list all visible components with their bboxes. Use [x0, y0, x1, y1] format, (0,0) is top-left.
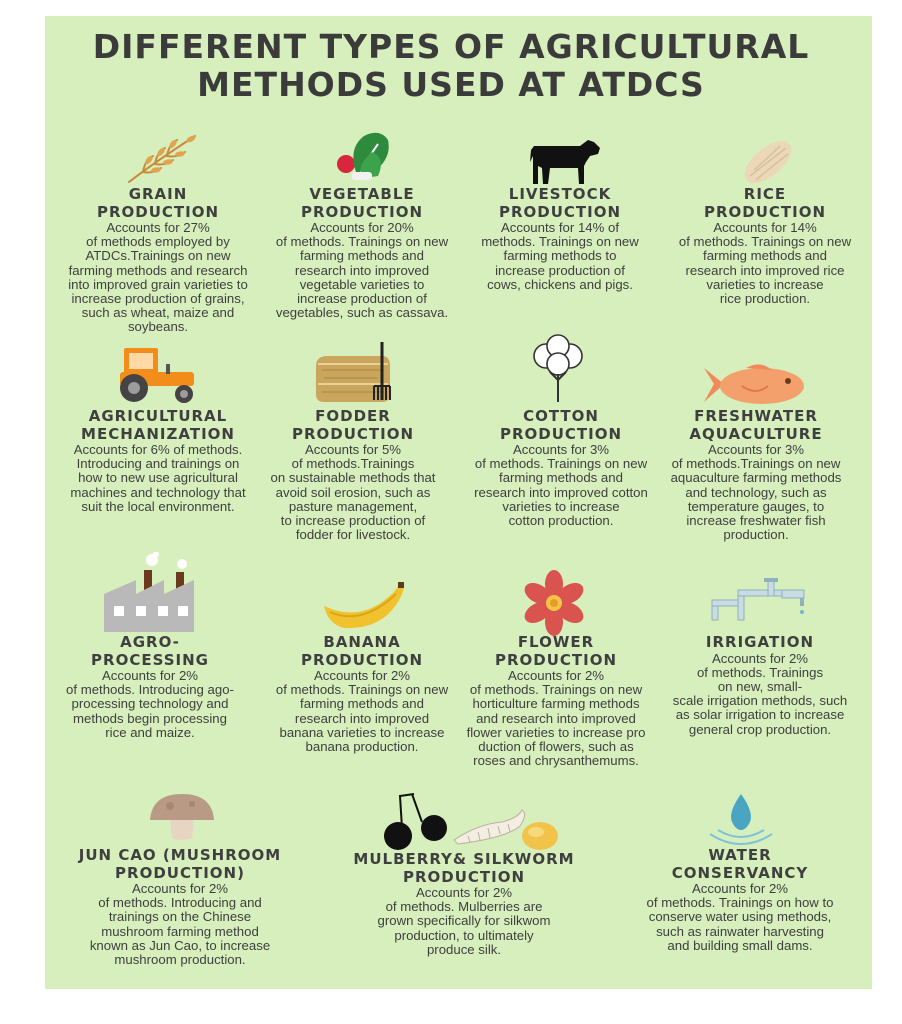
flower-icon	[520, 570, 588, 636]
description-line: as solar irrigation to increase	[675, 707, 845, 723]
description-line: of methods. Trainings on new	[275, 682, 449, 698]
description-line: Accounts for 2%	[415, 885, 513, 900]
mushroom-icon	[148, 792, 216, 842]
item-heading: PRODUCTION	[291, 424, 415, 443]
description-line: Accounts for 6% of methods.	[73, 442, 243, 457]
item-heading: PRODUCTION	[300, 202, 424, 221]
description-line: and building small dams.	[667, 937, 813, 953]
description-line: of methods.Trainings	[291, 456, 415, 472]
description-line: machines and technology that	[70, 484, 246, 500]
description-line: farming methods to	[503, 248, 617, 264]
item-heading: RICE	[743, 185, 787, 203]
description-line: of methods. Trainings on how to	[646, 895, 834, 911]
description-line: varieties to increase	[706, 276, 824, 292]
description-line: Accounts for 27%	[106, 220, 210, 235]
item-heading: PRODUCTION	[498, 202, 622, 221]
item-heading: FLOWER	[517, 633, 595, 651]
item-heading: IRRIGATION	[705, 633, 815, 651]
description-line: Accounts for 2%	[711, 650, 809, 666]
description-line: Accounts for 2%	[691, 881, 789, 896]
description-line: increase production of grains,	[71, 291, 245, 307]
item-heading: FRESHWATER	[694, 407, 818, 425]
title-line-1: DIFFERENT TYPES OF AGRICULTURAL	[92, 27, 810, 66]
item-heading: PRODUCTION	[499, 424, 623, 443]
description-line: of methods employed by	[86, 234, 230, 250]
description-line: soybeans.	[127, 319, 189, 335]
description-line: farming methods and	[703, 248, 827, 264]
description-line: increase production of	[297, 291, 427, 307]
description-line: and research into improved	[476, 710, 636, 726]
description-line: conserve water using methods,	[648, 909, 832, 925]
description-line: trainings on the Chinese	[108, 909, 252, 925]
description-line: of methods. Mulberries are	[385, 899, 543, 915]
item-heading: FODDER	[315, 407, 391, 425]
item-heading: AGRICULTURAL	[88, 407, 228, 425]
description-line: vegetable varieties to	[299, 276, 425, 292]
item-heading: CONSERVANCY	[671, 863, 809, 882]
description-line: research into improved	[294, 710, 430, 726]
description-line: produce silk.	[426, 941, 502, 957]
description-line: avoid soil erosion, such as	[275, 484, 431, 500]
item-heading: AGRO-	[120, 633, 180, 651]
description-line: Accounts for 20%	[310, 220, 414, 235]
description-line: Accounts for 2%	[313, 668, 411, 683]
description-line: of methods. Introducing ago-	[66, 682, 234, 698]
item-heading: PRODUCTION	[494, 650, 618, 669]
vegetables-icon	[334, 128, 394, 183]
description-line: of methods. Trainings on new	[474, 456, 648, 472]
item-heading: PRODUCTION	[300, 650, 424, 669]
item-heading: PROCESSING	[91, 650, 209, 669]
description-line: suit the local environment.	[81, 498, 235, 514]
item-heading: PRODUCTION	[96, 202, 220, 221]
banana-icon	[322, 582, 406, 634]
page-title	[0, 28, 902, 104]
description-line: production.	[723, 527, 789, 543]
description-line: of methods. Trainings on new	[469, 682, 643, 698]
fish-icon	[702, 362, 806, 410]
hay-bale-icon	[312, 340, 398, 404]
description-line: roses and chrysanthemums.	[473, 753, 639, 769]
description-line: Accounts for 2%	[507, 668, 605, 683]
description-line: on sustainable methods that	[270, 470, 436, 486]
description-line: of methods. Trainings on new	[275, 234, 449, 250]
description-line: farming methods and research	[68, 262, 248, 278]
description-line: farming methods and	[300, 696, 424, 712]
description-line: on new, small-	[717, 678, 803, 694]
description-line: varieties to increase	[502, 498, 620, 514]
item-heading: LIVESTOCK	[508, 185, 612, 203]
description-line: research into improved cotton	[474, 484, 648, 500]
description-line: of methods.Trainings on new	[671, 456, 841, 472]
description-line: known as Jun Cao, to increase	[89, 937, 271, 953]
description-line: vegetables, such as cassava.	[275, 305, 449, 321]
description-line: Accounts for 14% of	[500, 220, 620, 235]
description-line: cotton production.	[508, 513, 614, 529]
description-line: methods begin processing	[73, 710, 227, 726]
description-line: Accounts for 2%	[101, 668, 199, 683]
description-line: general crop production.	[688, 721, 832, 737]
description-line: increase production of	[495, 262, 625, 278]
description-line: rice production.	[719, 291, 811, 307]
description-line: production, to ultimately	[394, 927, 534, 943]
cow-icon	[528, 136, 602, 186]
description-line: of methods. Trainings	[696, 664, 824, 680]
description-line: flower varieties to increase pro	[466, 724, 646, 740]
description-line: pasture management,	[288, 498, 418, 514]
item-heading: PRODUCTION	[402, 867, 526, 886]
description-line: into improved grain varieties to	[68, 276, 248, 292]
description-line: Accounts for 3%	[512, 442, 610, 457]
description-line: increase freshwater fish	[686, 513, 826, 529]
item-heading: WATER	[708, 846, 772, 864]
description-line: mushroom farming method	[101, 923, 259, 939]
description-line: rice and maize.	[105, 724, 195, 740]
description-line: such as wheat, maize and	[81, 305, 235, 321]
item-heading: PRODUCTION	[703, 202, 827, 221]
item-description	[570, 882, 902, 953]
description-line: ATDCs.Trainings on new	[85, 248, 231, 264]
irrigation-pipe-icon	[708, 576, 810, 624]
description-line: fodder for livestock.	[295, 527, 411, 543]
description-line: scale irrigation methods, such	[672, 693, 848, 709]
description-line: methods. Trainings on new	[481, 234, 639, 250]
description-line: banana varieties to increase	[279, 724, 445, 740]
item-heading: BANANA	[323, 633, 401, 651]
item-heading: MECHANIZATION	[81, 424, 235, 443]
factory-icon	[100, 552, 200, 634]
description-line: research into improved	[294, 262, 430, 278]
description-line: mushroom production.	[114, 952, 246, 968]
description-line: of methods. Introducing and	[98, 895, 262, 911]
item-heading: VEGETABLE	[309, 185, 415, 203]
description-line: Accounts for 2%	[131, 881, 229, 896]
description-line: processing technology and	[71, 696, 229, 712]
wheat-icon	[125, 130, 200, 185]
item-heading: PRODUCTION)	[115, 863, 245, 882]
tractor-icon	[112, 346, 196, 404]
mulberry-silkworm-icon	[382, 792, 564, 852]
item-description	[595, 221, 902, 306]
description-line: temperature gauges, to	[687, 498, 825, 514]
description-line: Introducing and trainings on	[76, 456, 240, 472]
description-line: to increase production of	[280, 513, 426, 529]
description-line: farming methods and	[499, 470, 623, 486]
item-heading: COTTON	[523, 407, 599, 425]
cotton-icon	[530, 334, 586, 404]
description-line: research into improved rice	[685, 262, 845, 278]
description-line: aquaculture farming methods	[670, 470, 842, 486]
description-line: farming methods and	[300, 248, 424, 264]
item-heading: JUN CAO (MUSHROOM	[78, 846, 282, 864]
item-heading: AQUACULTURE	[689, 424, 823, 443]
description-line: Accounts for 3%	[707, 442, 805, 457]
item-description	[586, 443, 902, 542]
description-line: Accounts for 14%	[713, 220, 817, 235]
description-line: grown specifically for silkwom	[377, 913, 551, 929]
description-line: horticulture farming methods	[472, 696, 640, 712]
description-line: duction of flowers, such as	[478, 739, 634, 755]
item-description	[590, 652, 902, 737]
description-line: of methods. Trainings on new	[678, 234, 852, 250]
description-line: and technology, such as	[685, 484, 827, 500]
water-drop-icon	[706, 792, 776, 850]
title-line-2: METHODS USED AT ATDCS	[197, 65, 705, 104]
description-line: cows, chickens and pigs.	[487, 276, 633, 292]
rice-grain-icon	[740, 136, 796, 188]
description-line: banana production.	[305, 739, 419, 755]
description-line: such as rainwater harvesting	[656, 923, 824, 939]
description-line: how to new use agricultural	[78, 470, 238, 486]
item-heading: GRAIN	[128, 185, 188, 203]
item-heading: MULBERRY& SILKWORM	[353, 850, 575, 868]
description-line: Accounts for 5%	[304, 442, 402, 457]
